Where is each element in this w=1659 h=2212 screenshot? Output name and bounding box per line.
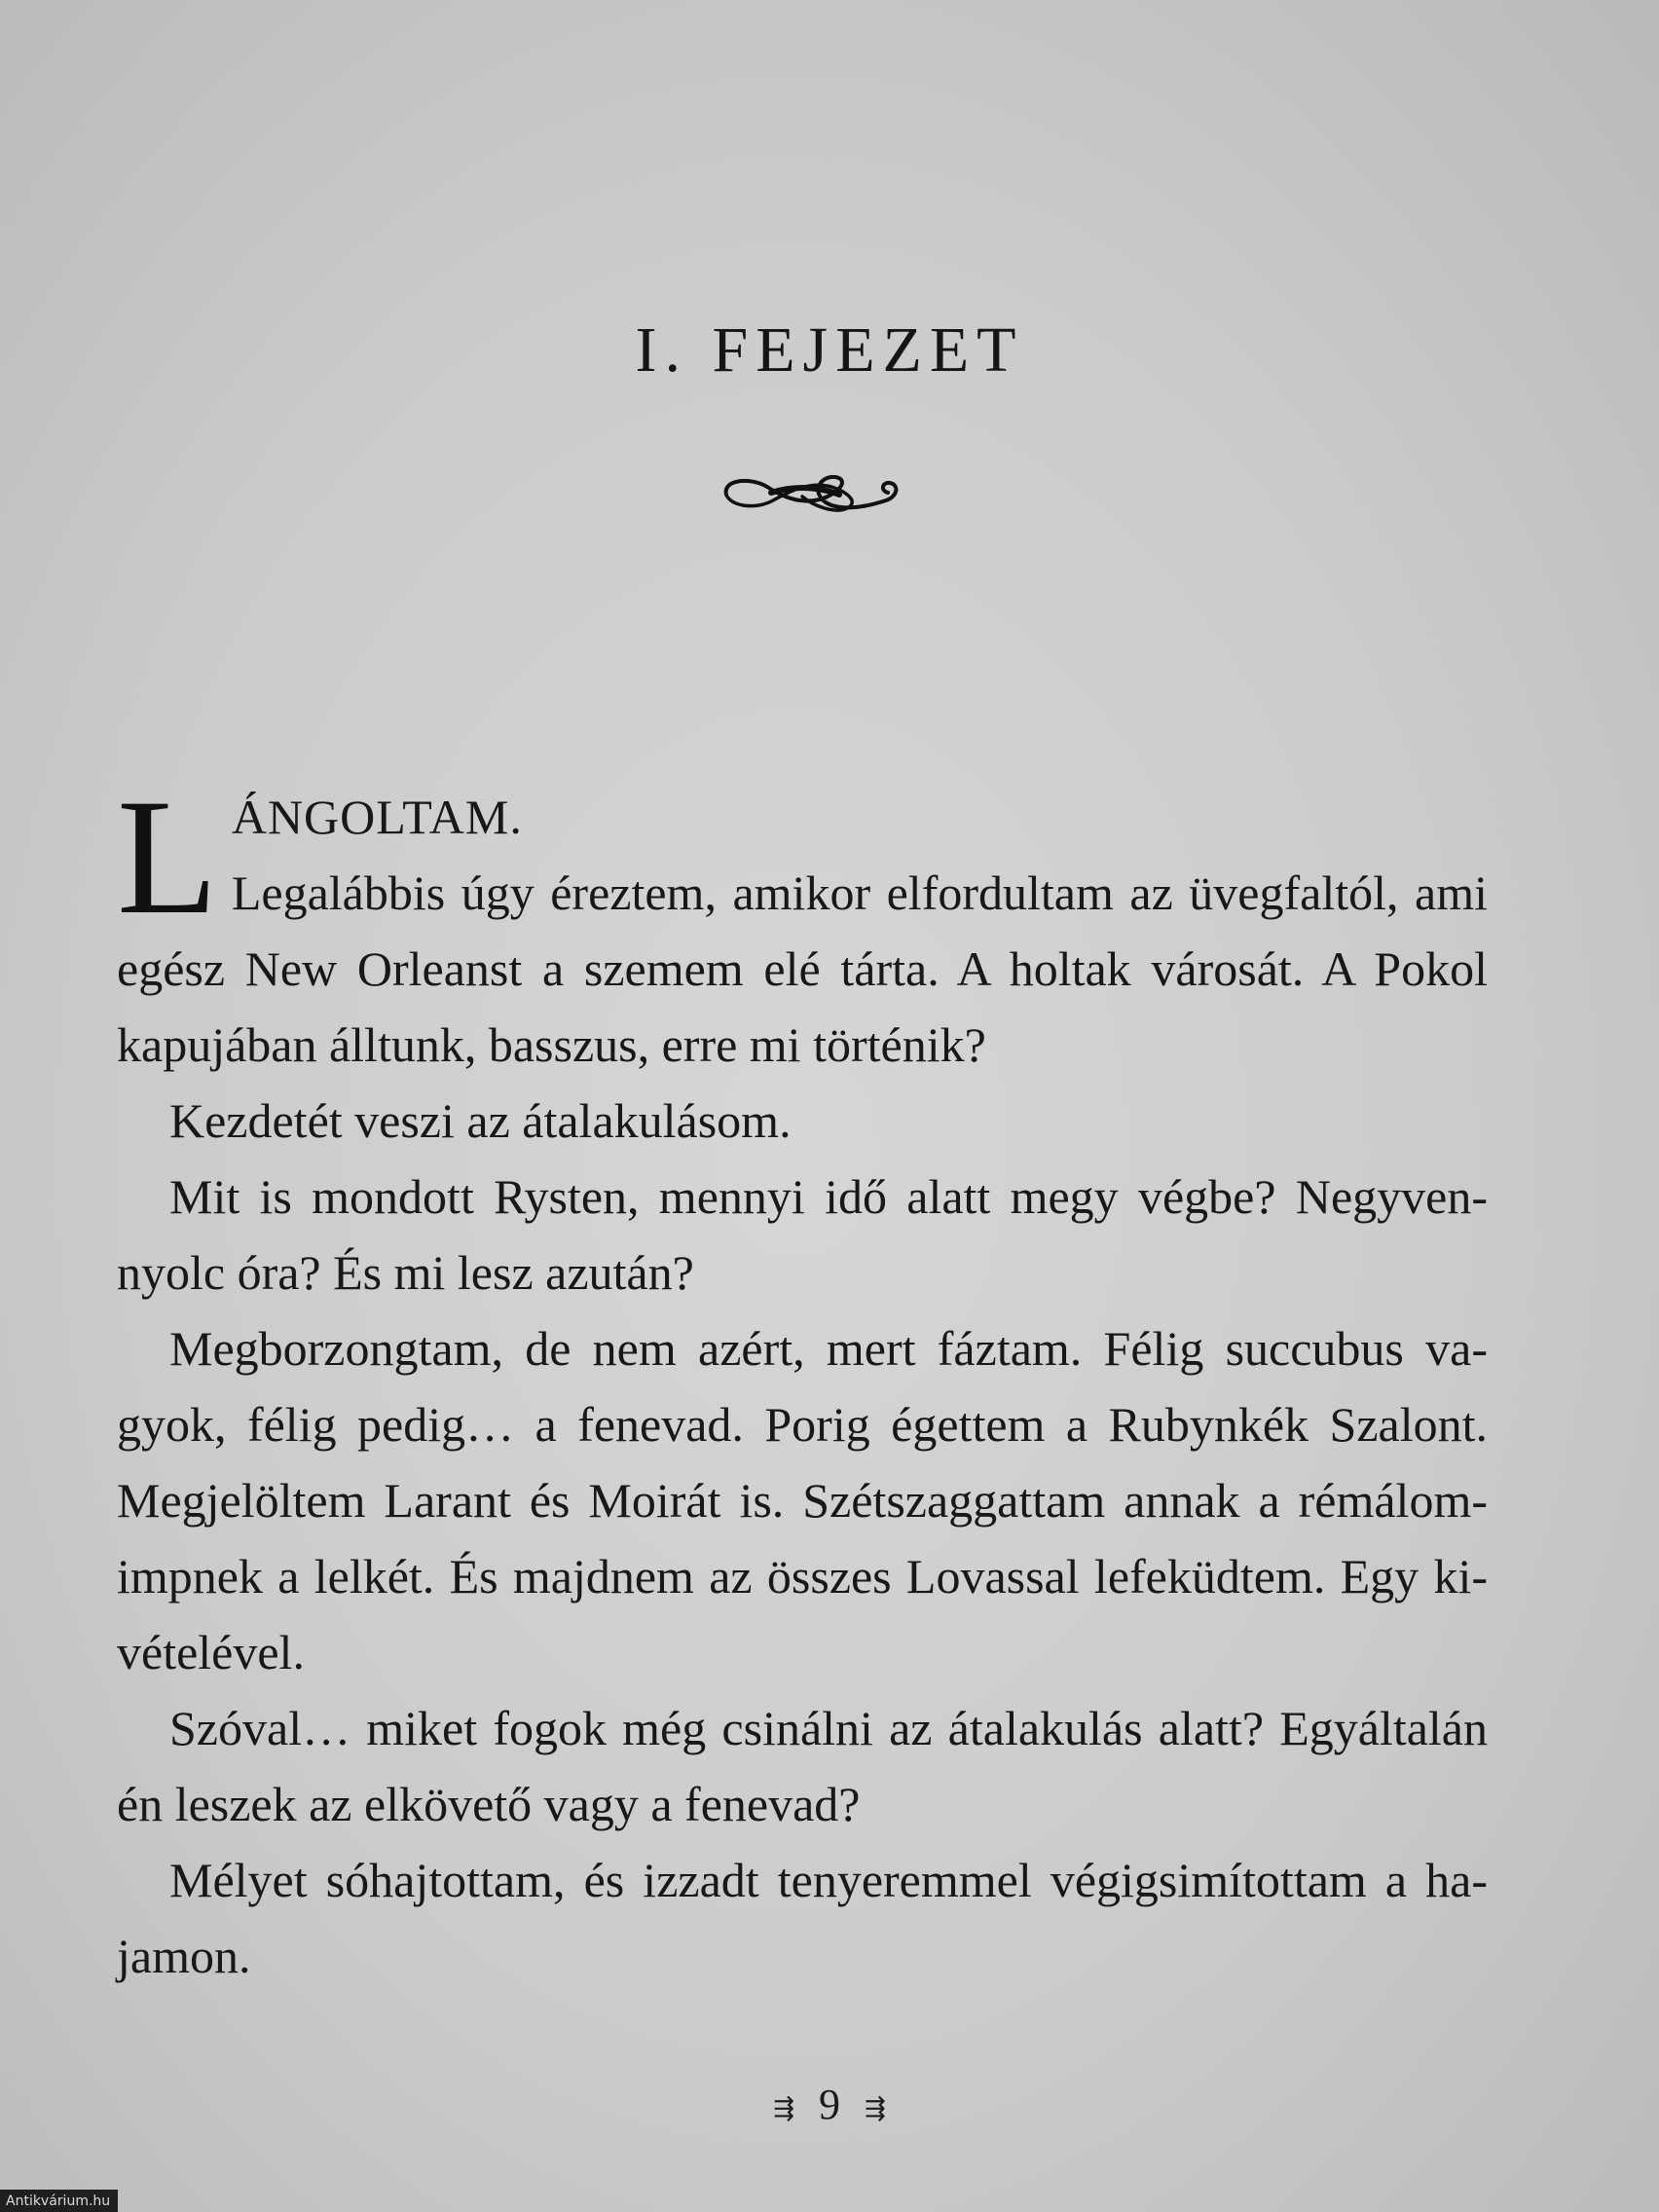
paragraph-4: Megborzongtam, de nem azért, mert fáztam. Félig succubus vagyok, félig pedig… a fenevad. Porig égettem a Rubynkék Szalont. Megjelöltem Larant és Moirát is. Szétszaggattam annak a rémálomimpnek a lelkét. És majdnem az összes Lovassal lefeküdtem. Egy kivételével.	[117, 1321, 1488, 1679]
paragraph-3: Mit is mondott Rysten, mennyi idő alatt megy végbe? Negyvennyolc óra? És mi lesz azután?	[117, 1169, 1488, 1300]
paragraph-6: Mélyet sóhajtottam, és izzadt tenyeremmel végigsimítottam a hajamon.	[117, 1853, 1488, 1983]
flourish-ornament-icon	[713, 458, 903, 526]
left-folio-ornament-icon: ⇶	[773, 2093, 794, 2122]
opening-word: ÁNGOLTAM.	[231, 790, 523, 844]
page-number: 9	[819, 2081, 840, 2128]
drop-cap: L	[117, 765, 218, 948]
paragraph-2: Kezdetét veszi az átalakulásom.	[169, 1093, 792, 1148]
right-folio-ornament-icon: ⇶	[865, 2093, 886, 2122]
paragraph-1: Legalábbis úgy éreztem, amikor elfordultam az üvegfaltól, ami egész New Orleanst a szemem elé tárta. A holtak városát. A Pokol kapujában álltunk, basszus, erre mi történik?	[117, 866, 1488, 1072]
page-footer	[0, 2080, 1659, 2129]
watermark: Antikvárium.hu	[0, 2190, 118, 2212]
chapter-title: I. FEJEZET	[635, 314, 1024, 386]
chapter-body	[117, 765, 1488, 1994]
paragraph-5: Szóval… miket fogok még csinálni az átalakulás alatt? Egyáltalán én leszek az elkövető vagy a fenevad?	[117, 1701, 1488, 1831]
opening-paragraph	[117, 765, 1488, 1083]
